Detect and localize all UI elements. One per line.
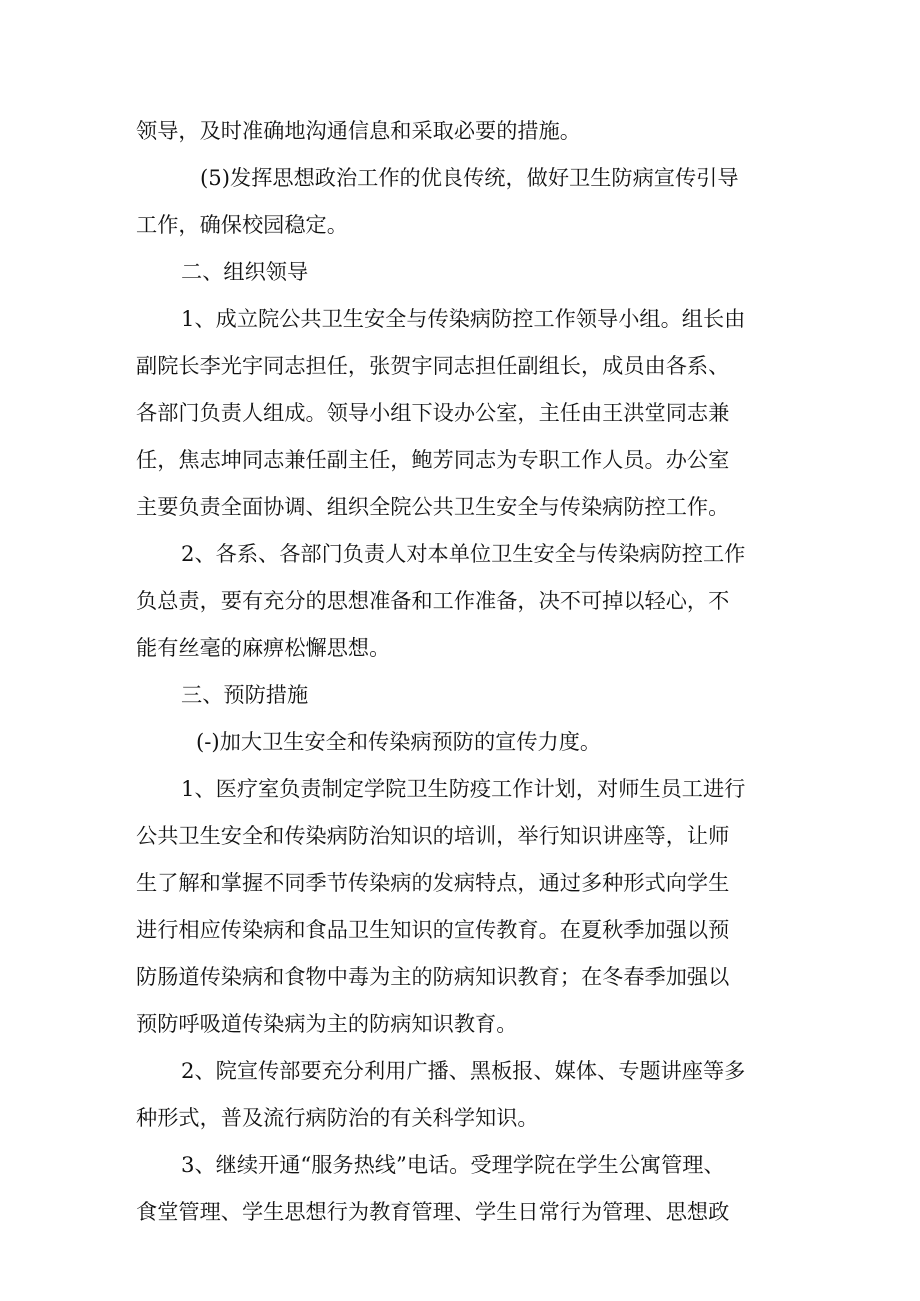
text-line: (5)发挥思想政治工作的优良传统，做好卫生防病宣传引导 — [200, 165, 739, 190]
text-line: 能有丝毫的麻痹松懈思想。 — [136, 635, 391, 660]
text-line: 领导，及时准确地沟通信息和采取必要的措施。 — [136, 118, 581, 143]
text-line: 2、各系、各部门负责人对本单位卫生安全与传染病防控工作 — [181, 541, 746, 566]
text-line: 预防呼吸道传染病为主的防病知识教育。 — [136, 1011, 518, 1036]
text-line: 工作，确保校园稳定。 — [136, 212, 348, 237]
text-line: 公共卫生安全和传染病防治知识的培训，举行知识讲座等，让师 — [136, 823, 730, 848]
text-line: 1、成立院公共卫生安全与传染病防控工作领导小组。组长由 — [181, 306, 746, 331]
text-line: 进行相应传染病和食品卫生知识的宣传教育。在夏秋季加强以预 — [136, 917, 730, 942]
text-line: 任，焦志坤同志兼任副主任，鲍芳同志为专职工作人员。办公室 — [136, 447, 730, 472]
section-heading: 二、组织领导 — [181, 259, 309, 284]
section-heading: 三、预防措施 — [181, 682, 309, 707]
text-line: 3、继续开通“服务热线”电话。受理学院在学生公寓管理、 — [181, 1152, 725, 1177]
text-line: 1、医疗室负责制定学院卫生防疫工作计划，对师生员工进行 — [181, 776, 746, 801]
text-line: 各部门负责人组成。领导小组下设办公室，主任由王洪堂同志兼 — [136, 400, 730, 425]
text-line: 食堂管理、学生思想行为教育管理、学生日常行为管理、思想政 — [136, 1199, 730, 1224]
text-line: 主要负责全面协调、组织全院公共卫生安全与传染病防控工作。 — [136, 494, 730, 519]
text-line: 生了解和掌握不同季节传染病的发病特点，通过多种形式向学生 — [136, 870, 730, 895]
subsection-heading: (-)加大卫生安全和传染病预防的宣传力度。 — [196, 729, 602, 754]
text-line: 负总责，要有充分的思想准备和工作准备，决不可掉以轻心，不 — [136, 588, 730, 613]
text-line: 种形式，普及流行病防治的有关科学知识。 — [136, 1105, 539, 1130]
text-line: 2、院宣传部要充分利用广播、黑板报、媒体、专题讲座等多 — [181, 1058, 746, 1083]
text-line: 副院长李光宇同志担任，张贺宇同志担任副组长，成员由各系、 — [136, 353, 730, 378]
text-line: 防肠道传染病和食物中毒为主的防病知识教育；在冬春季加强以 — [136, 964, 730, 989]
